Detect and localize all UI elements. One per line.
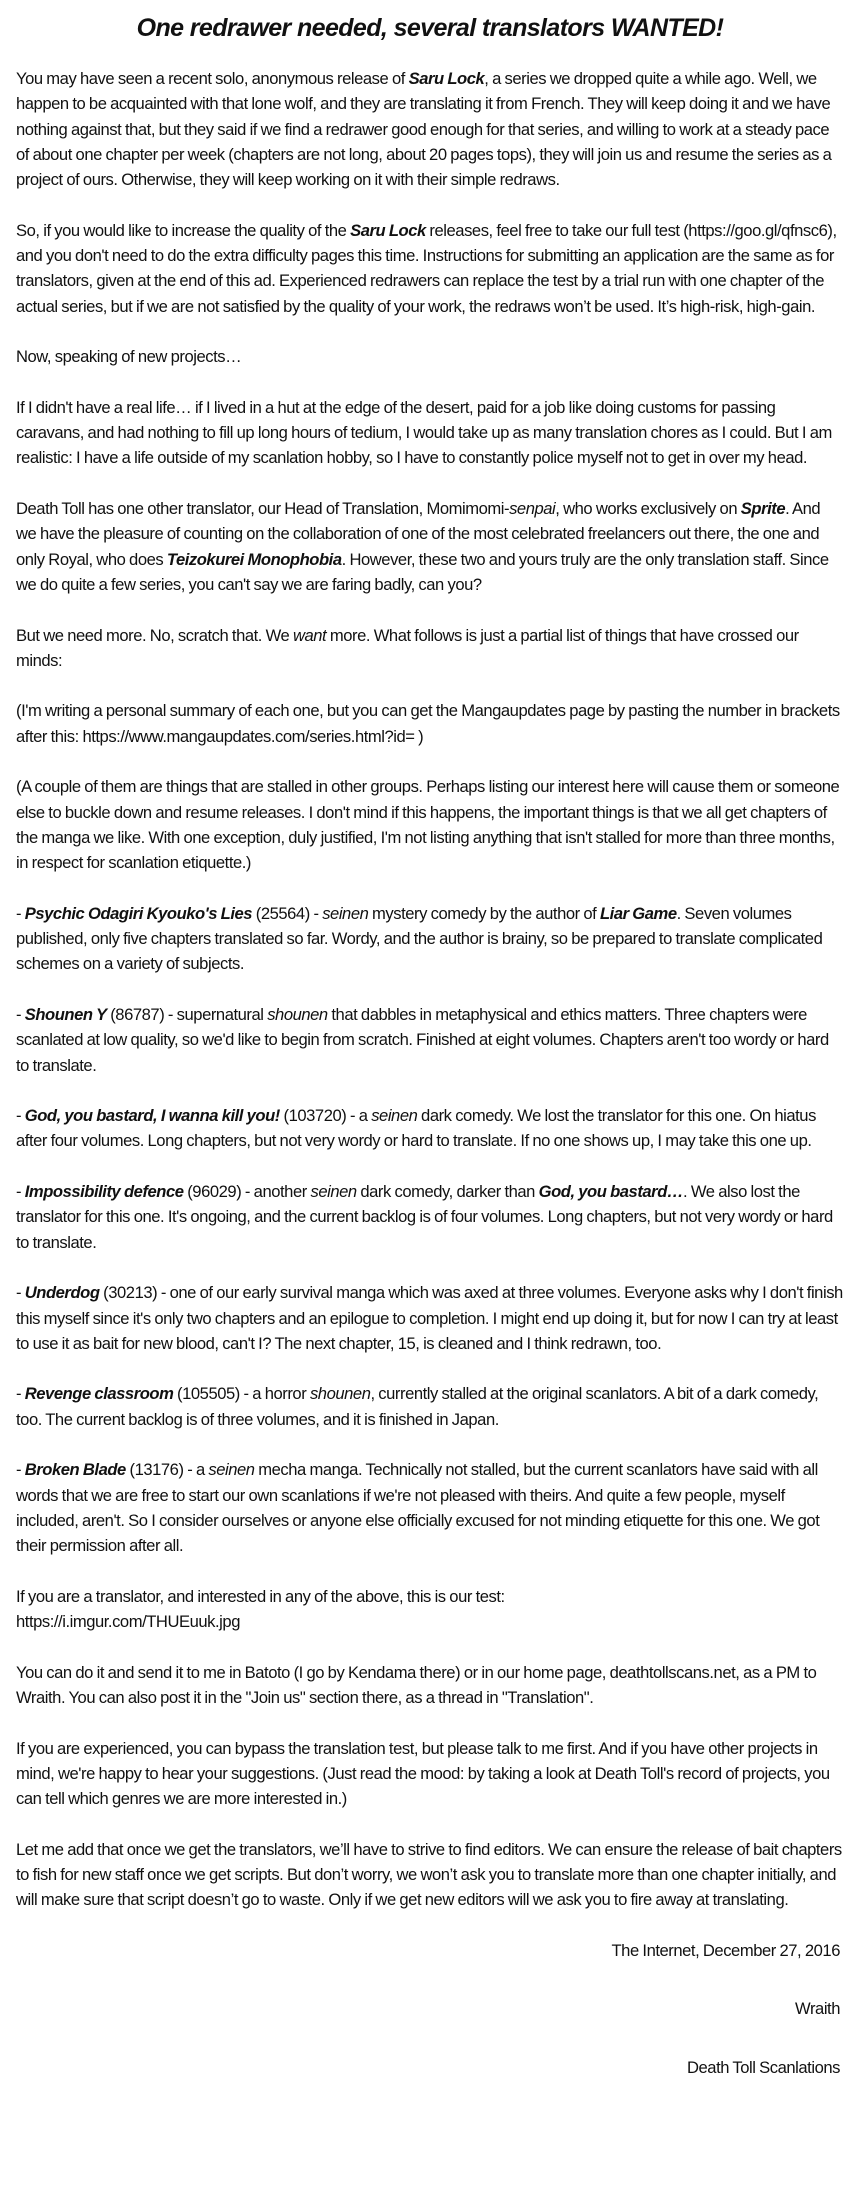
paragraph-real-life: If I didn't have a real life… if I lived in a hut at the edge of the desert, paid for a job like doing customs for passing caravans, and had nothing to fill up long hours of tedium, I would take up as many translation chores as I could. But I am realistic: I have a life outside of my scanlation hobby, so I have to constantly police myself not to get in over my head. bbox=[16, 397, 832, 468]
paragraph-editors: Let me add that once we get the translators, we’ll have to strive to find editors. We can ensure the release of bait chapters to fish for new staff once we get scripts. But don’t worry, we won’t ask you to translate more than one chapter initially, and will make sure that script doesn’t go to waste. Only if we get new editors will we ask you to fire away at translating. bbox=[16, 1839, 842, 1910]
dash: - bbox=[16, 1460, 25, 1480]
text: , a series we dropped quite a while ago. Well, we happen to be acquainted with that lone wolf, and they are translating it from French. They will keep doing it and we have nothing against that, but they said if we find a redrawer good enough for that series, and willing to work at a steady pace of about one chapter per week (chapters are not long, about 20 pages tops), they will join us and resume the series as a project of ours. Otherwise, they will keep working on it with their simple redraws. bbox=[16, 69, 832, 190]
list-item-broken-blade bbox=[16, 1457, 844, 1558]
paragraph-want-more bbox=[16, 623, 844, 674]
paragraph-experienced: If you are experienced, you can bypass the translation test, but please talk to me first. And if you have other projects in mind, we're happy to hear your suggestions. (Just read the mood: by taking a look at Death Toll's record of projects, you can tell which genres we are more interested in.) bbox=[16, 1738, 830, 1809]
series-title: Saru Lock bbox=[408, 69, 485, 88]
paragraph-translation-test bbox=[16, 1584, 844, 1635]
genre: seinen bbox=[310, 1182, 357, 1202]
text: one of our early survival manga which was axed at three volumes. Everyone asks why I don't finish this myself since it's only two chapters and an epilogue to completion. I might end up doing it, but for now I can try at least to use it as bait for new blood, can't I? The next chapter, 15, is cleaned and I think redrawn, too. bbox=[16, 1283, 843, 1353]
dash: - bbox=[16, 903, 25, 923]
text: . We also lost the translator for this one. It's ongoing, and the current backlog is of four volumes. Long chapters, but not very wordy or hard to translate. bbox=[16, 1182, 833, 1252]
signature-place-date: The Internet, December 27, 2016 bbox=[611, 1940, 840, 1960]
text: that dabbles in metaphysical and ethics matters. Three chapters were scanlated at low quality, so we'd like to begin from scratch. Finished at eight volumes. Chapters aren't too wordy or hard to translate. bbox=[16, 1004, 829, 1075]
dash: - bbox=[16, 1004, 25, 1024]
series-id: (103720) - bbox=[279, 1106, 359, 1126]
paragraph-translators bbox=[16, 496, 844, 597]
series-title: Underdog bbox=[24, 1283, 100, 1303]
text: , who works exclusively on bbox=[555, 499, 741, 519]
list-item-underdog bbox=[16, 1280, 844, 1356]
text: mecha manga. Technically not stalled, but the current scanlators have said with all words that we are free to start our own scanlations if we're not pleased with theirs. And quite a few people, myself included, aren't. So I consider ourselves or anyone else officially excused for not minding etiquette for this one. We got their permission after all. bbox=[16, 1460, 820, 1556]
list-item-shounen-y bbox=[16, 1002, 844, 1078]
series-title: God, you bastard… bbox=[538, 1182, 684, 1202]
signature-group: Death Toll Scanlations bbox=[687, 2057, 840, 2077]
emphasis: want bbox=[292, 625, 327, 645]
text: . And we have the pleasure of counting on the collaboration of one of the most celebrated freelancers out there, the one and only Royal, who does bbox=[16, 499, 821, 569]
text: more. What follows is just a partial list of things that have crossed our minds: bbox=[16, 625, 799, 670]
text: So, if you would like to increase the quality of the bbox=[16, 220, 351, 240]
series-id: (86787) - bbox=[106, 1004, 177, 1024]
paragraph-saru-lock-intro bbox=[16, 66, 844, 192]
series-title: Psychic Odagiri Kyouko's Lies bbox=[24, 903, 253, 923]
genre: seinen bbox=[322, 903, 369, 923]
honorific: senpai bbox=[509, 499, 556, 519]
series-title: Broken Blade bbox=[24, 1460, 126, 1480]
series-title: Sprite bbox=[740, 499, 786, 519]
text: If you are a translator, and interested in any of the above, this is our test: bbox=[16, 1586, 505, 1606]
signature-author: Wraith bbox=[795, 1999, 840, 2019]
list-item-psychic-odagiri bbox=[16, 901, 844, 977]
genre: shounen bbox=[267, 1004, 328, 1024]
text: dark comedy, darker than bbox=[356, 1182, 539, 1202]
list-item-impossibility-defence bbox=[16, 1179, 844, 1255]
series-id: (13176) - bbox=[125, 1460, 196, 1480]
text: You may have seen a recent solo, anonymous release of bbox=[16, 69, 409, 88]
paragraph-mangaupdates-note: (I'm writing a personal summary of each one, but you can get the Mangaupdates page by pasting the number in brackets after this: https://www.mangaupdates.com/series.html?id= ) bbox=[16, 701, 840, 746]
series-title: Saru Lock bbox=[350, 220, 426, 240]
series-id: (96029) - bbox=[183, 1182, 254, 1202]
series-title: God, you bastard, I wanna kill you! bbox=[24, 1106, 280, 1126]
series-title: Shounen Y bbox=[24, 1004, 107, 1024]
dash: - bbox=[16, 1283, 25, 1303]
text: releases, feel free to take our full test (https://goo.gl/qfnsc6), and you don't need to do the extra difficulty pages this time. Instructions for submitting an application are the same as for translators, given at the end of this ad. Experienced redrawers can replace the test by a trial run with one chapter of the actual series, but if we are not satisfied by the quality of your work, the redraws won’t be used. It’s high-risk, high-gain. bbox=[16, 220, 837, 316]
text: . Seven volumes published, only five chapters translated so far. Wordy, and the author is brainy, so be prepared to translate complicated schemes on a variety of subjects. bbox=[16, 903, 823, 974]
page-title: One redrawer needed, several translators WANTED! bbox=[136, 14, 724, 42]
text: But we need more. No, scratch that. We bbox=[16, 625, 293, 645]
text: another bbox=[253, 1182, 311, 1202]
paragraph-redrawer-test bbox=[16, 218, 844, 319]
list-item-god-you-bastard bbox=[16, 1103, 844, 1154]
list-item-revenge-classroom bbox=[16, 1381, 844, 1432]
paragraph-submission: You can do it and send it to me in Batoto (I go by Kendama there) or in our home page, deathtollscans.net, as a PM to Wraith. You can also post it in the "Join us" section there, as a thread in "Translation". bbox=[16, 1662, 817, 1707]
test-link[interactable]: https://i.imgur.com/THUEuuk.jpg bbox=[16, 1612, 240, 1632]
dash: - bbox=[16, 1106, 25, 1126]
text: mystery comedy by the author of bbox=[368, 903, 600, 923]
text: , currently stalled at the original scanlators. A bit of a dark comedy, too. The current backlog is of three volumes, and it is finished in Japan. bbox=[16, 1384, 819, 1429]
text: Death Toll has one other translator, our Head of Translation, Momimomi- bbox=[16, 499, 510, 519]
series-title: Impossibility defence bbox=[24, 1182, 184, 1202]
series-id: (105505) - bbox=[173, 1384, 253, 1404]
text: . However, these two and yours truly are the only translation staff. Since we do quite a few series, you can't say we are faring badly, can you? bbox=[16, 549, 829, 594]
genre: seinen bbox=[208, 1460, 255, 1480]
paragraph-stalled-note: (A couple of them are things that are stalled in other groups. Perhaps listing our interest here will cause them or someone else to buckle down and resume releases. I don't mind if this happens, the important things is that we all get chapters of the manga we like. With one exception, duly justified, I'm not listing anything that isn't stalled for more than three months, in respect for scanlation etiquette.) bbox=[16, 777, 840, 873]
text: a bbox=[358, 1106, 372, 1126]
series-id: (25564) - bbox=[252, 903, 323, 923]
series-title: Revenge classroom bbox=[24, 1384, 174, 1404]
text: supernatural bbox=[176, 1004, 268, 1024]
genre: shounen bbox=[309, 1384, 371, 1404]
dash: - bbox=[16, 1182, 25, 1202]
text: a bbox=[195, 1460, 209, 1480]
series-id: (30213) - bbox=[99, 1283, 170, 1303]
series-title: Teizokurei Monophobia bbox=[166, 549, 342, 569]
genre: seinen bbox=[371, 1106, 418, 1126]
series-title: Liar Game bbox=[599, 903, 677, 923]
paragraph-new-projects: Now, speaking of new projects… bbox=[16, 347, 242, 367]
text: a horror bbox=[252, 1384, 310, 1404]
dash: - bbox=[16, 1384, 25, 1404]
text: dark comedy. We lost the translator for this one. On hiatus after four volumes. Long chapters, but not very wordy or hard to translate. If no one shows up, I may take this one up. bbox=[16, 1106, 816, 1151]
